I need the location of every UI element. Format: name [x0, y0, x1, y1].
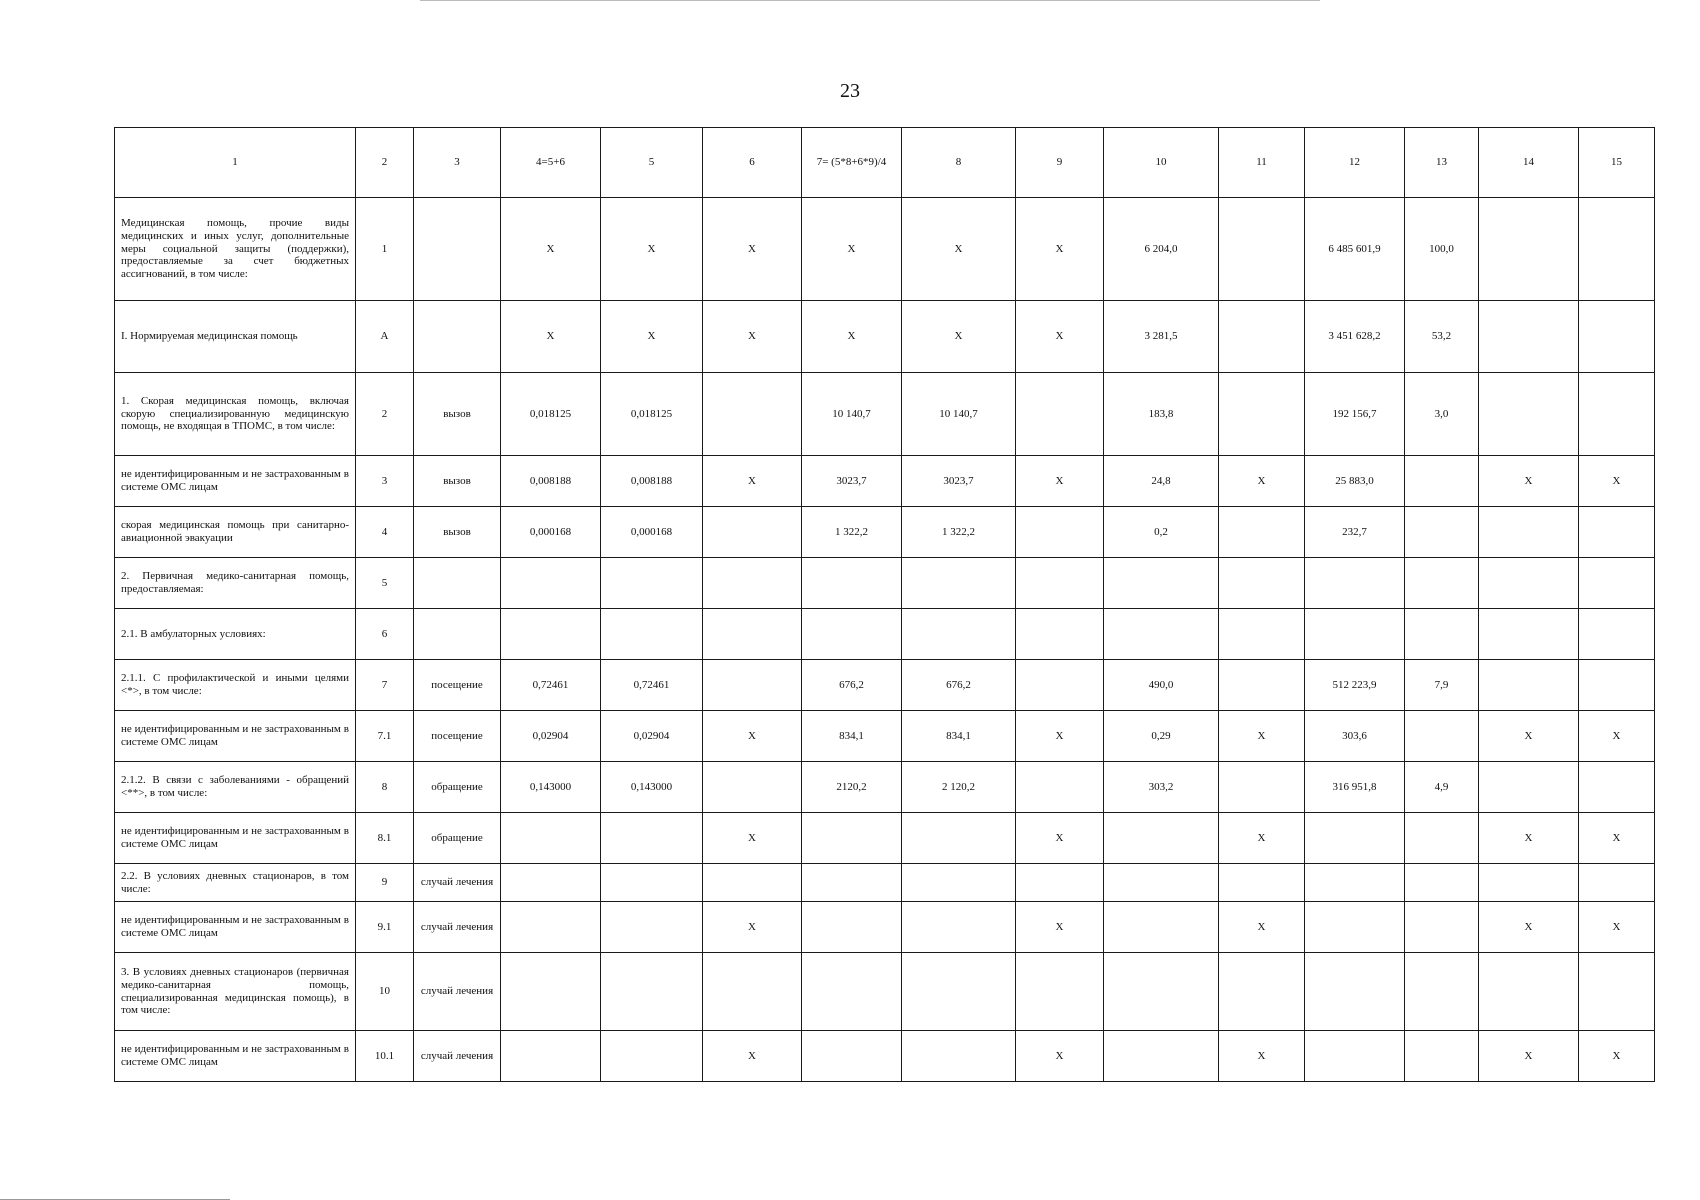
value-cell: X	[1219, 1031, 1305, 1082]
row-name-cell: 3. В условиях дневных стационаров (первичная медико-санитарная помощь, специализированная медицинская помощь), в том числе:	[115, 953, 356, 1031]
row-name-cell: не идентифицированным и не застрахованным в системе ОМС лицам	[115, 813, 356, 864]
value-cell: X	[501, 301, 601, 373]
value-cell	[1305, 953, 1405, 1031]
table-row	[115, 301, 1655, 373]
value-cell: X	[1479, 902, 1579, 953]
page-number: 23	[840, 80, 860, 102]
value-cell: 2120,2	[802, 762, 902, 813]
value-cell	[1305, 558, 1405, 609]
row-number-cell: 2	[356, 373, 414, 456]
value-cell: 10 140,7	[902, 373, 1016, 456]
value-cell: 0,02904	[601, 711, 703, 762]
table-row	[115, 762, 1655, 813]
value-cell: 192 156,7	[1305, 373, 1405, 456]
value-cell	[501, 953, 601, 1031]
value-cell: X	[601, 198, 703, 301]
value-cell	[1405, 1031, 1479, 1082]
value-cell: X	[1016, 198, 1104, 301]
value-cell: X	[501, 198, 601, 301]
value-cell: 0,008188	[501, 456, 601, 507]
row-name-cell: скорая медицинская помощь при санитарно-авиационной эвакуации	[115, 507, 356, 558]
value-cell: 0,2	[1104, 507, 1219, 558]
value-cell	[1219, 864, 1305, 902]
value-cell: 0,000168	[501, 507, 601, 558]
value-cell: X	[703, 456, 802, 507]
value-cell	[1579, 762, 1655, 813]
value-cell	[902, 864, 1016, 902]
value-cell: X	[1479, 456, 1579, 507]
value-cell	[1305, 813, 1405, 864]
value-cell	[1479, 609, 1579, 660]
value-cell	[1479, 953, 1579, 1031]
value-cell	[1219, 198, 1305, 301]
value-cell	[703, 507, 802, 558]
value-cell	[1479, 373, 1579, 456]
column-number-2: 2	[356, 128, 414, 198]
value-cell	[1405, 507, 1479, 558]
unit-cell	[414, 301, 501, 373]
value-cell	[1479, 507, 1579, 558]
value-cell: X	[1579, 902, 1655, 953]
value-cell	[601, 813, 703, 864]
value-cell	[601, 953, 703, 1031]
row-name-cell: не идентифицированным и не застрахованным в системе ОМС лицам	[115, 902, 356, 953]
unit-cell: случай лечения	[414, 864, 501, 902]
value-cell: X	[802, 198, 902, 301]
column-number-10: 10	[1104, 128, 1219, 198]
column-number-15: 15	[1579, 128, 1655, 198]
value-cell: 512 223,9	[1305, 660, 1405, 711]
unit-cell: обращение	[414, 813, 501, 864]
value-cell: 53,2	[1405, 301, 1479, 373]
column-number-8: 8	[902, 128, 1016, 198]
value-cell: X	[1219, 902, 1305, 953]
value-cell	[501, 864, 601, 902]
row-number-cell: 8.1	[356, 813, 414, 864]
value-cell	[1479, 762, 1579, 813]
column-number-1: 1	[115, 128, 356, 198]
row-number-cell: 8	[356, 762, 414, 813]
value-cell: 1 322,2	[802, 507, 902, 558]
value-cell: 676,2	[802, 660, 902, 711]
table-row	[115, 456, 1655, 507]
table-row	[115, 864, 1655, 902]
row-number-cell: 5	[356, 558, 414, 609]
row-number-cell: 3	[356, 456, 414, 507]
value-cell	[1016, 762, 1104, 813]
value-cell: 4,9	[1405, 762, 1479, 813]
table-row	[115, 711, 1655, 762]
value-cell: 0,018125	[501, 373, 601, 456]
value-cell: 303,6	[1305, 711, 1405, 762]
value-cell: 834,1	[902, 711, 1016, 762]
value-cell: X	[703, 198, 802, 301]
value-cell	[902, 558, 1016, 609]
value-cell: X	[703, 902, 802, 953]
value-cell	[601, 609, 703, 660]
row-number-cell: 6	[356, 609, 414, 660]
value-cell	[802, 902, 902, 953]
value-cell	[1219, 762, 1305, 813]
value-cell: X	[1016, 456, 1104, 507]
row-name-cell: 2.2. В условиях дневных стационаров, в том числе:	[115, 864, 356, 902]
row-number-cell: 10.1	[356, 1031, 414, 1082]
value-cell	[1305, 902, 1405, 953]
value-cell	[703, 762, 802, 813]
value-cell: 100,0	[1405, 198, 1479, 301]
value-cell	[1305, 864, 1405, 902]
row-name-cell: не идентифицированным и не застрахованным в системе ОМС лицам	[115, 1031, 356, 1082]
row-number-cell: А	[356, 301, 414, 373]
value-cell: X	[703, 1031, 802, 1082]
column-number-4: 4=5+6	[501, 128, 601, 198]
value-cell: X	[1579, 456, 1655, 507]
value-cell	[1104, 813, 1219, 864]
value-cell: 7,9	[1405, 660, 1479, 711]
table-row	[115, 813, 1655, 864]
value-cell	[601, 902, 703, 953]
unit-cell: вызов	[414, 507, 501, 558]
value-cell: X	[1016, 813, 1104, 864]
value-cell	[1479, 558, 1579, 609]
value-cell	[1219, 953, 1305, 1031]
value-cell	[1219, 609, 1305, 660]
value-cell	[1219, 660, 1305, 711]
value-cell: 6 204,0	[1104, 198, 1219, 301]
value-cell: X	[902, 301, 1016, 373]
value-cell: 3,0	[1405, 373, 1479, 456]
value-cell	[802, 953, 902, 1031]
value-cell: X	[1016, 1031, 1104, 1082]
table-row	[115, 660, 1655, 711]
value-cell	[902, 902, 1016, 953]
value-cell	[1405, 864, 1479, 902]
table-row	[115, 558, 1655, 609]
value-cell	[1104, 902, 1219, 953]
value-cell: 0,008188	[601, 456, 703, 507]
value-cell	[802, 864, 902, 902]
value-cell	[1479, 301, 1579, 373]
unit-cell	[414, 609, 501, 660]
column-number-7: 7= (5*8+6*9)/4	[802, 128, 902, 198]
row-name-cell: Медицинская помощь, прочие виды медицинских и иных услуг, дополнительные меры социальной защиты (поддержки), предоставляемые за счет бюджетных ассигнований, в том числе:	[115, 198, 356, 301]
value-cell	[601, 864, 703, 902]
value-cell	[1016, 864, 1104, 902]
value-cell: 3 281,5	[1104, 301, 1219, 373]
row-name-cell: 1. Скорая медицинская помощь, включая скорую специализированную медицинскую помощь, не входящая в ТПОМС, в том числе:	[115, 373, 356, 456]
value-cell: 490,0	[1104, 660, 1219, 711]
value-cell	[1579, 864, 1655, 902]
value-cell	[1016, 609, 1104, 660]
value-cell	[1579, 373, 1655, 456]
value-cell: 3023,7	[802, 456, 902, 507]
value-cell	[703, 953, 802, 1031]
value-cell	[501, 902, 601, 953]
column-number-14: 14	[1479, 128, 1579, 198]
value-cell	[1405, 609, 1479, 660]
value-cell	[1305, 609, 1405, 660]
value-cell	[1405, 456, 1479, 507]
value-cell	[1579, 507, 1655, 558]
scan-edge-top	[420, 0, 1320, 1]
value-cell: 834,1	[802, 711, 902, 762]
value-cell: 303,2	[1104, 762, 1219, 813]
row-name-cell: I. Нормируемая медицинская помощь	[115, 301, 356, 373]
value-cell	[1016, 558, 1104, 609]
value-cell	[1219, 301, 1305, 373]
value-cell: 0,72461	[601, 660, 703, 711]
value-cell: 6 485 601,9	[1305, 198, 1405, 301]
value-cell	[601, 558, 703, 609]
value-cell	[703, 609, 802, 660]
value-cell: 0,02904	[501, 711, 601, 762]
value-cell	[1104, 609, 1219, 660]
value-cell: X	[1579, 711, 1655, 762]
value-cell	[1016, 507, 1104, 558]
table-row	[115, 373, 1655, 456]
value-cell	[1579, 953, 1655, 1031]
value-cell	[802, 558, 902, 609]
table-row	[115, 1031, 1655, 1082]
value-cell	[1405, 902, 1479, 953]
column-number-11: 11	[1219, 128, 1305, 198]
value-cell	[1104, 1031, 1219, 1082]
value-cell	[703, 864, 802, 902]
unit-cell: вызов	[414, 456, 501, 507]
row-number-cell: 10	[356, 953, 414, 1031]
value-cell: X	[1479, 1031, 1579, 1082]
value-cell: 316 951,8	[1305, 762, 1405, 813]
value-cell	[902, 953, 1016, 1031]
row-number-cell: 9	[356, 864, 414, 902]
value-cell	[1405, 711, 1479, 762]
unit-cell: вызов	[414, 373, 501, 456]
value-cell	[1405, 813, 1479, 864]
value-cell: X	[1579, 1031, 1655, 1082]
value-cell	[902, 1031, 1016, 1082]
unit-cell: посещение	[414, 711, 501, 762]
expenditure-table	[114, 127, 1655, 1082]
value-cell	[501, 813, 601, 864]
value-cell: X	[1219, 813, 1305, 864]
column-number-6: 6	[703, 128, 802, 198]
value-cell: X	[1219, 711, 1305, 762]
row-name-cell: не идентифицированным и не застрахованным в системе ОМС лицам	[115, 711, 356, 762]
column-number-13: 13	[1405, 128, 1479, 198]
column-number-5: 5	[601, 128, 703, 198]
unit-cell	[414, 558, 501, 609]
value-cell	[703, 660, 802, 711]
value-cell: 3 451 628,2	[1305, 301, 1405, 373]
value-cell: 24,8	[1104, 456, 1219, 507]
row-number-cell: 1	[356, 198, 414, 301]
value-cell	[1219, 373, 1305, 456]
value-cell	[1104, 558, 1219, 609]
value-cell: X	[802, 301, 902, 373]
value-cell: X	[1219, 456, 1305, 507]
value-cell: 232,7	[1305, 507, 1405, 558]
unit-cell: случай лечения	[414, 953, 501, 1031]
value-cell	[1579, 301, 1655, 373]
value-cell: 25 883,0	[1305, 456, 1405, 507]
value-cell	[1405, 953, 1479, 1031]
value-cell: 183,8	[1104, 373, 1219, 456]
unit-cell	[414, 198, 501, 301]
value-cell: 0,000168	[601, 507, 703, 558]
value-cell	[1016, 953, 1104, 1031]
value-cell	[501, 1031, 601, 1082]
row-number-cell: 7.1	[356, 711, 414, 762]
value-cell: X	[703, 711, 802, 762]
value-cell	[1016, 373, 1104, 456]
unit-cell: случай лечения	[414, 1031, 501, 1082]
value-cell	[703, 373, 802, 456]
value-cell: X	[703, 813, 802, 864]
value-cell: X	[902, 198, 1016, 301]
value-cell	[802, 609, 902, 660]
value-cell: 0,143000	[601, 762, 703, 813]
value-cell	[802, 813, 902, 864]
value-cell	[1579, 609, 1655, 660]
row-name-cell: 2.1.2. В связи с заболеваниями - обращений <**>, в том числе:	[115, 762, 356, 813]
value-cell: 3023,7	[902, 456, 1016, 507]
column-number-3: 3	[414, 128, 501, 198]
value-cell: 0,29	[1104, 711, 1219, 762]
value-cell: X	[1579, 813, 1655, 864]
table-header-row	[115, 128, 1655, 198]
row-number-cell: 4	[356, 507, 414, 558]
value-cell	[1579, 198, 1655, 301]
unit-cell: обращение	[414, 762, 501, 813]
table-row	[115, 953, 1655, 1031]
value-cell	[1219, 558, 1305, 609]
unit-cell: случай лечения	[414, 902, 501, 953]
row-name-cell: 2.1. В амбулаторных условиях:	[115, 609, 356, 660]
table-row	[115, 507, 1655, 558]
value-cell: X	[601, 301, 703, 373]
table-row	[115, 198, 1655, 301]
value-cell	[1579, 558, 1655, 609]
value-cell	[1016, 660, 1104, 711]
row-number-cell: 7	[356, 660, 414, 711]
value-cell	[501, 609, 601, 660]
value-cell	[1579, 660, 1655, 711]
value-cell: 10 140,7	[802, 373, 902, 456]
unit-cell: посещение	[414, 660, 501, 711]
column-number-9: 9	[1016, 128, 1104, 198]
value-cell	[501, 558, 601, 609]
value-cell	[1479, 864, 1579, 902]
value-cell: 676,2	[902, 660, 1016, 711]
value-cell	[902, 813, 1016, 864]
value-cell: X	[703, 301, 802, 373]
value-cell: 1 322,2	[902, 507, 1016, 558]
value-cell	[1104, 953, 1219, 1031]
value-cell: X	[1016, 301, 1104, 373]
table-row	[115, 902, 1655, 953]
row-name-cell: не идентифицированным и не застрахованным в системе ОМС лицам	[115, 456, 356, 507]
value-cell	[1219, 507, 1305, 558]
row-name-cell: 2. Первичная медико-санитарная помощь, предоставляемая:	[115, 558, 356, 609]
value-cell	[1305, 1031, 1405, 1082]
value-cell: 0,018125	[601, 373, 703, 456]
value-cell: X	[1016, 711, 1104, 762]
value-cell	[802, 1031, 902, 1082]
value-cell: 0,143000	[501, 762, 601, 813]
value-cell	[601, 1031, 703, 1082]
row-name-cell: 2.1.1. С профилактической и иными целями <*>, в том числе:	[115, 660, 356, 711]
table-row	[115, 609, 1655, 660]
value-cell: 0,72461	[501, 660, 601, 711]
value-cell: X	[1479, 813, 1579, 864]
value-cell: 2 120,2	[902, 762, 1016, 813]
value-cell	[1479, 660, 1579, 711]
value-cell: X	[1016, 902, 1104, 953]
value-cell	[902, 609, 1016, 660]
row-number-cell: 9.1	[356, 902, 414, 953]
value-cell	[1104, 864, 1219, 902]
value-cell	[1479, 198, 1579, 301]
column-number-12: 12	[1305, 128, 1405, 198]
value-cell	[1405, 558, 1479, 609]
value-cell: X	[1479, 711, 1579, 762]
value-cell	[703, 558, 802, 609]
